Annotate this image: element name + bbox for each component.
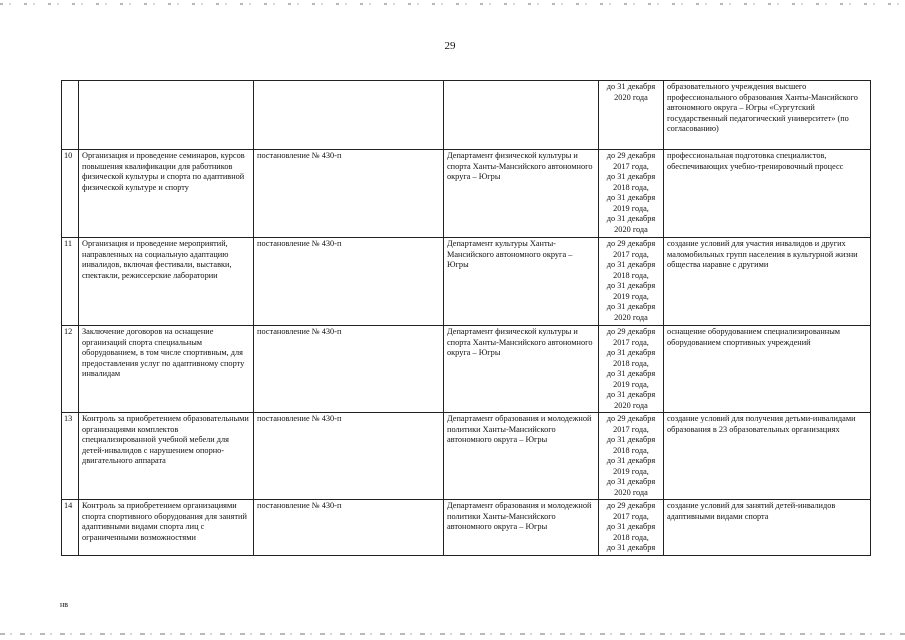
deadline-cell (599, 413, 664, 500)
deadline-line: 2020 года (614, 400, 648, 410)
deadline-line: до 31 декабря (606, 281, 656, 290)
deadline-line: до 31 декабря (606, 522, 656, 531)
deadline-line: до 31 декабря (606, 369, 656, 378)
document-cell: постановление № 430-п (254, 150, 444, 238)
deadline-line: 2018 года, (613, 182, 649, 192)
executor-cell (444, 81, 599, 150)
result-cell: профессиональная подготовка специалистов, обеспечивающих учебно-тренировочный процесс (664, 150, 871, 238)
activity-cell: Контроль за приобретением образовательными организациями комплектов специализированной учебной мебели для детей-инвалидов с нарушением опорно-двигательного аппарата (79, 413, 254, 500)
row-number (62, 81, 79, 150)
deadline-line: 2019 года, (613, 203, 649, 213)
deadline-line: 2020 года (614, 92, 648, 102)
table-row (62, 413, 871, 500)
activity-cell: Заключение договоров на оснащение организаций спорта специальным оборудованием, в том числе спортивным, для предоставления услуг по адаптивному спорту инвалидам (79, 326, 254, 413)
result-cell: создание условий для занятий детей-инвалидов адаптивными видами спорта (664, 500, 871, 556)
result-cell: оснащение оборудованием специализированным оборудованием спортивных учреждений (664, 326, 871, 413)
deadline-line: 2017 года, (613, 511, 649, 521)
table-row (62, 500, 871, 556)
scan-artifact-top (0, 3, 905, 5)
footer-mark: нв (60, 600, 69, 609)
deadline-line: до 31 декабря (606, 390, 656, 399)
deadline-line: 2019 года, (613, 379, 649, 389)
deadline-line: до 31 декабря (606, 302, 656, 311)
deadline-line: до 29 декабря (606, 239, 656, 248)
deadline-line: 2017 года, (613, 249, 649, 259)
page-number: 29 (444, 40, 456, 52)
deadline-line: до 31 декабря (606, 260, 656, 269)
deadline-line: до 29 декабря (606, 151, 656, 160)
activity-cell: Организация и проведение мероприятий, направленных на социальную адаптацию инвалидов, включая фестивали, выставки, спектакли, режиссерские лаборатории (79, 238, 254, 326)
result-cell: образовательного учреждения высшего профессионального образования Ханты-Мансийского автономного округа – Югры «Сургутский государственный педагогический университет» (по согласованию) (664, 81, 871, 150)
deadline-line: до 31 декабря (606, 348, 656, 357)
deadline-line: 2018 года, (613, 358, 649, 368)
deadline-line: до 31 декабря (606, 214, 656, 223)
executor-cell: Департамент культуры Ханты-Мансийского автономного округа – Югры (444, 238, 599, 326)
deadline-line: до 29 декабря (606, 501, 656, 510)
table-row (62, 150, 871, 238)
deadline-line: 2020 года (614, 224, 648, 234)
deadline-cell (599, 81, 664, 150)
activity-cell (79, 81, 254, 150)
deadline-line: 2020 года (614, 312, 648, 322)
result-cell: создание условий для получения детьми-инвалидами образования в 23 образовательных организациях (664, 413, 871, 500)
deadline-cell (599, 326, 664, 413)
deadline-line: до 31 декабря (606, 193, 656, 202)
activity-cell: Контроль за приобретением организациями спорта спортивного оборудования для занятий адаптивными видами спорта лиц с ограниченными возможностями (79, 500, 254, 556)
deadline-line: до 29 декабря (606, 327, 656, 336)
deadline-line: 2018 года, (613, 270, 649, 280)
row-number: 11 (62, 238, 79, 326)
row-number: 13 (62, 413, 79, 500)
deadline-cell (599, 150, 664, 238)
table-row (62, 326, 871, 413)
activity-cell: Организация и проведение семинаров, курсов повышения квалификации для работников физической культуры и спорта по адаптивной физической культуре и спорту (79, 150, 254, 238)
row-number: 12 (62, 326, 79, 413)
deadline-line: до 29 декабря (606, 414, 656, 423)
deadline-line: 2017 года, (613, 161, 649, 171)
deadline-line: до 31 декабря (606, 82, 656, 91)
deadline-line: 2019 года, (613, 466, 649, 476)
table-row (62, 238, 871, 326)
deadline-cell (599, 238, 664, 326)
deadline-line: до 31 декабря (606, 172, 656, 181)
deadline-line: 2020 года (614, 487, 648, 497)
deadline-line: 2019 года, (613, 291, 649, 301)
document-cell: постановление № 430-п (254, 326, 444, 413)
measures-table (61, 80, 871, 556)
document-cell: постановление № 430-п (254, 238, 444, 326)
deadline-line: до 31 декабря (606, 456, 656, 465)
executor-cell: Департамент образования и молодежной политики Ханты-Мансийского автономного округа – Югры (444, 413, 599, 500)
scan-artifact-bottom (0, 633, 905, 635)
row-number: 10 (62, 150, 79, 238)
deadline-line: 2017 года, (613, 424, 649, 434)
deadline-line: 2017 года, (613, 337, 649, 347)
document-cell: постановление № 430-п (254, 413, 444, 500)
deadline-line: до 31 декабря (606, 477, 656, 486)
executor-cell: Департамент физической культуры и спорта Ханты-Мансийского автономного округа – Югры (444, 326, 599, 413)
deadline-line: до 31 декабря (606, 543, 656, 552)
executor-cell: Департамент физической культуры и спорта Ханты-Мансийского автономного округа – Югры (444, 150, 599, 238)
deadline-line: 2018 года, (613, 532, 649, 542)
document-cell (254, 81, 444, 150)
table-body (62, 81, 871, 556)
document-cell: постановление № 430-п (254, 500, 444, 556)
deadline-cell (599, 500, 664, 556)
executor-cell: Департамент образования и молодежной политики Ханты-Мансийского автономного округа – Югры (444, 500, 599, 556)
deadline-line: до 31 декабря (606, 435, 656, 444)
deadline-line: 2018 года, (613, 445, 649, 455)
row-number: 14 (62, 500, 79, 556)
table-row (62, 81, 871, 150)
result-cell: создание условий для участия инвалидов и других маломобильных групп населения в культурной жизни общества наравне с другими (664, 238, 871, 326)
